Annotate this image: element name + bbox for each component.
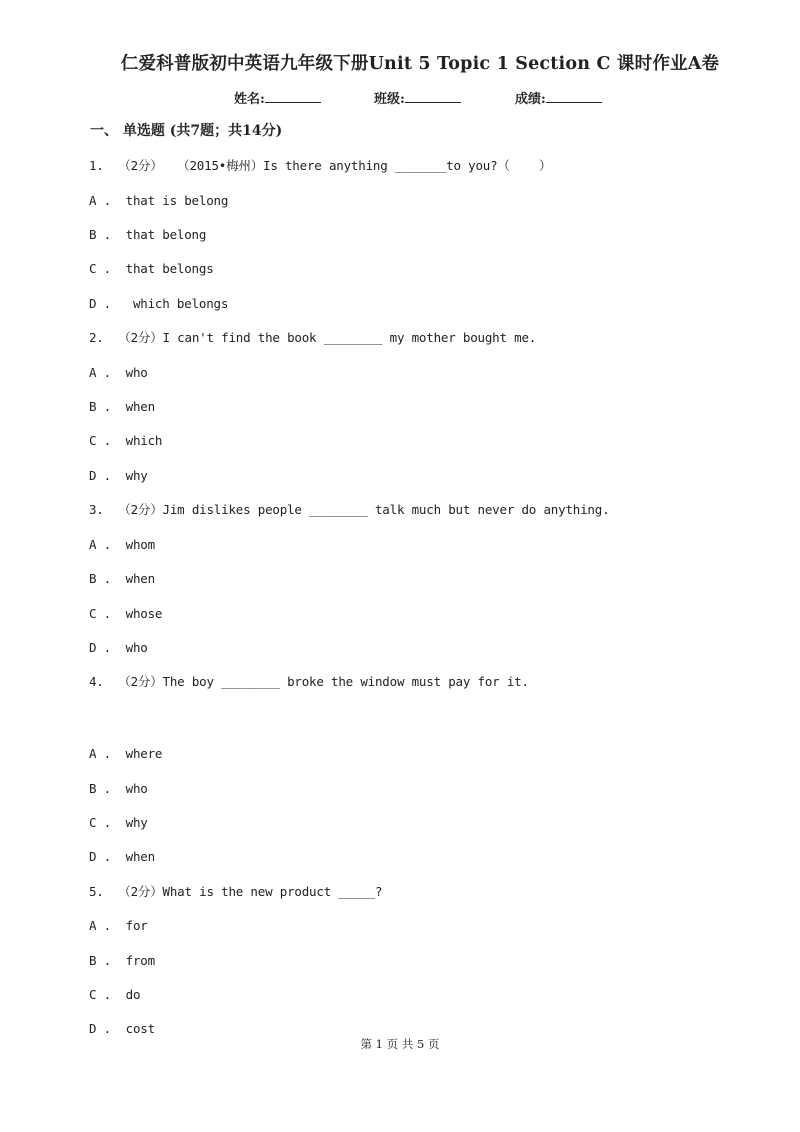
answer-option: A . for — [89, 918, 148, 933]
class-field: 班级: — [374, 88, 461, 107]
answer-option: A . where — [89, 746, 163, 761]
answer-option: B . when — [89, 571, 155, 586]
answer-option: D . which belongs — [89, 296, 229, 311]
answer-option: C . do — [89, 987, 141, 1002]
question-stem: 5. （2分）What is the new product _____? — [89, 884, 383, 899]
answer-option: B . who — [89, 781, 148, 796]
answer-option: B . that belong — [89, 227, 207, 242]
answer-option: D . who — [89, 640, 148, 655]
question-stem: 2. （2分）I can't find the book ________ my mother bought me. — [89, 330, 537, 345]
answer-option: C . why — [89, 815, 148, 830]
answer-option: A . who — [89, 365, 148, 380]
answer-option: A . whom — [89, 537, 155, 552]
question-stem: 1. （2分） （2015•梅州）Is there anything _______to you?（ ） — [89, 158, 552, 173]
question-stem: 3. （2分）Jim dislikes people ________ talk much but never do anything. — [89, 502, 610, 517]
answer-option: D . cost — [89, 1021, 155, 1036]
page-title: 仁爱科普版初中英语九年级下册Unit 5 Topic 1 Section C 课时作业A卷 — [120, 54, 720, 74]
score-field: 成绩: — [515, 88, 602, 107]
answer-option: B . when — [89, 399, 155, 414]
answer-option: C . whose — [89, 606, 163, 621]
answer-option: A . that is belong — [89, 193, 229, 208]
answer-option: B . from — [89, 953, 155, 968]
section-heading: 一、 单选题 (共7题；共14分) — [90, 123, 283, 139]
name-blank — [265, 90, 321, 103]
score-blank — [546, 90, 602, 103]
answer-option: C . which — [89, 433, 163, 448]
answer-option: D . when — [89, 849, 155, 864]
answer-option: C . that belongs — [89, 261, 214, 276]
class-blank — [405, 90, 461, 103]
name-field: 姓名: — [234, 88, 321, 107]
page-footer: 第 1 页 共 5 页 — [360, 1037, 440, 1051]
answer-option: D . why — [89, 468, 148, 483]
question-stem: 4. （2分）The boy ________ broke the window must pay for it. — [89, 674, 529, 689]
